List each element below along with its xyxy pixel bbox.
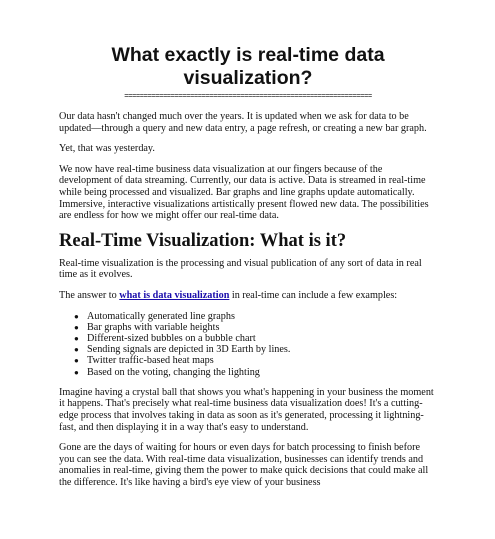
list-item	[74, 344, 437, 356]
list-item	[74, 332, 437, 344]
section-heading: Real-Time Visualization: What is it?	[59, 230, 347, 251]
bullet-icon: ●	[74, 367, 79, 377]
examples-list	[59, 311, 437, 378]
data-visualization-link[interactable]: what is data visualization	[119, 289, 230, 301]
bullet-icon: ●	[74, 333, 79, 343]
list-item-text: Twitter traffic-based heat maps	[87, 355, 214, 367]
paragraph-now: We now have real-time business data visualization at our fingers because of the development of data streaming. Currently, our data is active. Data is streamed in real-time while being processed and visualized. Bar graphs and line graphs update automatically. Immersive, interactive visualizations artistically present flowed new data. The possibilities are endless for how we might offer our real-time data.	[59, 163, 429, 222]
list-item	[74, 366, 437, 378]
answer-text-after: in real-time can include a few examples:	[229, 289, 398, 301]
bullet-icon: ●	[74, 322, 79, 332]
paragraph-gone: Gone are the days of waiting for hours or even days for batch processing to finish before you can see the data. With real-time data visualization, businesses can identify trends and anomalies in real-time, giving them the power to make quick decisions that could make all the difference. It's like having a bird's eye view of your business	[59, 442, 429, 488]
paragraph-definition: Real-time visualization is the processing and visual publication of any sort of data in real time as it evolves.	[59, 257, 422, 281]
paragraph-crystal-ball: Imagine having a crystal ball that shows you what's happening in your business the moment it happens. That's precisely what real-time business data visualization does! It's a cutting-edge process that involves taking in data as soon as it's generated, processing it lightning-fast, and then displaying it in a way that's easy to understand.	[59, 386, 434, 433]
list-item-text: Based on the voting, changing the lighting	[87, 366, 260, 378]
document-page	[0, 44, 495, 539]
paragraph-intro: Our data hasn't changed much over the years. It is updated when we ask for data to be updated—through a query and new data entry, a page refresh, or creating a new bar graph.	[59, 111, 427, 134]
list-item	[74, 355, 437, 367]
list-item	[74, 321, 437, 333]
list-item-text: Different-sized bubbles on a bubble chart	[87, 332, 256, 344]
bullet-icon: ●	[74, 356, 79, 366]
paragraph-answer	[59, 290, 437, 302]
title-underline-rule: ================================================================	[124, 91, 372, 100]
list-item-text: Sending signals are depicted in 3D Earth by lines.	[87, 344, 291, 356]
page-title: What exactly is real-time data visualization?	[111, 44, 385, 89]
list-item-text: Bar graphs with variable heights	[87, 321, 220, 333]
answer-text-before: The answer to	[59, 289, 120, 301]
list-item-text: Automatically generated line graphs	[87, 310, 235, 322]
paragraph-yesterday: Yet, that was yesterday.	[59, 143, 155, 155]
bullet-icon: ●	[74, 345, 79, 355]
list-item	[74, 310, 437, 322]
bullet-icon: ●	[74, 311, 79, 321]
